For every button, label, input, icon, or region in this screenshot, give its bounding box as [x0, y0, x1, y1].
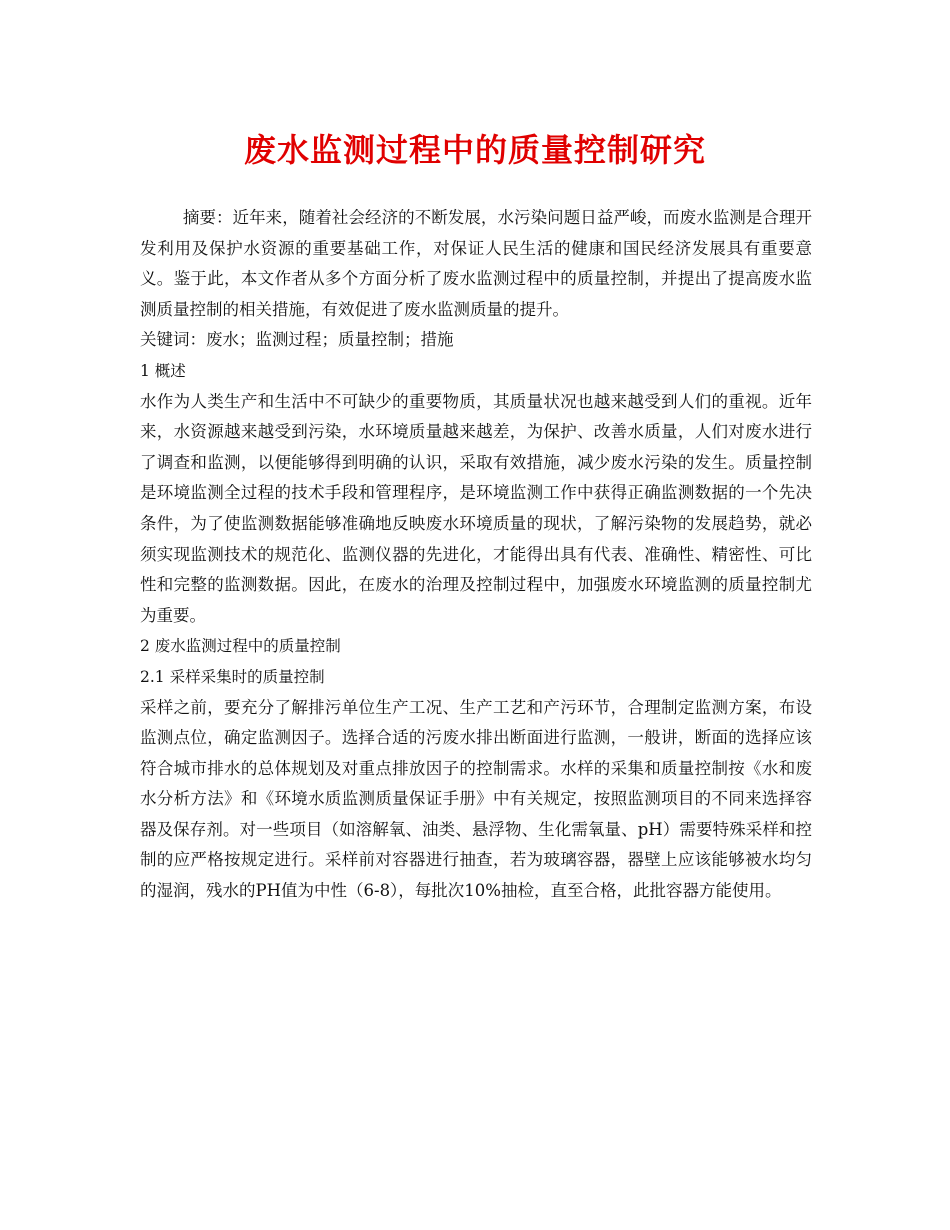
section-2-1-heading: 2.1 采样采集时的质量控制	[140, 667, 325, 686]
document-title: 废水监测过程中的质量控制研究	[243, 131, 706, 169]
abstract-paragraph: 摘要：近年来，随着社会经济的不断发展，水污染问题日益严峻，而废水监测是合理开发利用及保护水资源的重要基础工作，对保证人民生活的健康和国民经济发展具有重要意义。鉴于此，本文作者从多个方面分析了废水监测过程中的质量控制，并提出了提高废水监测质量控制的相关措施，有效促进了废水监测质量的提升。	[140, 208, 812, 319]
document-body	[140, 203, 812, 907]
section-2-1-paragraph: 采样之前，要充分了解排污单位生产工况、生产工艺和产污环节，合理制定监测方案，布设监测点位，确定监测因子。选择合适的污废水排出断面进行监测，一般讲，断面的选择应该符合城市排水的总体规划及对重点排放因子的控制需求。水样的采集和质量控制按《水和废水分析方法》和《环境水质监测质量保证手册》中有关规定，按照监测项目的不同来选择容器及保存剂。对一些项目（如溶解氧、油类、悬浮物、生化需氧量、pH）需要特殊采样和控制的应严格按规定进行。采样前对容器进行抽查，若为玻璃容器，器壁上应该能够被水均匀的湿润，残水的PH值为中性（6-8），每批次10%抽检，直至合格，此批容器方能使用。	[140, 697, 812, 901]
section-1-heading: 1 概述	[140, 361, 186, 380]
section-2-heading: 2 废水监测过程中的质量控制	[140, 637, 341, 656]
keywords-line: 关键词：废水；监测过程；质量控制；措施	[140, 330, 454, 350]
section-1-paragraph: 水作为人类生产和生活中不可缺少的重要物质，其质量状况也越来越受到人们的重视。近年来，水资源越来越受到污染，水环境质量越来越差，为保护、改善水质量，人们对废水进行了调查和监测，以便能够得到明确的认识，采取有效措施，减少废水污染的发生。质量控制是环境监测全过程的技术手段和管理程序，是环境监测工作中获得正确监测数据的一个先决条件，为了使监测数据能够准确地反映废水环境质量的现状，了解污染物的发展趋势，就必须实现监测技术的规范化、监测仪器的先进化，才能得出具有代表、准确性、精密性、可比性和完整的监测数据。因此，在废水的治理及控制过程中，加强废水环境监测的质量控制尤为重要。	[140, 391, 812, 625]
